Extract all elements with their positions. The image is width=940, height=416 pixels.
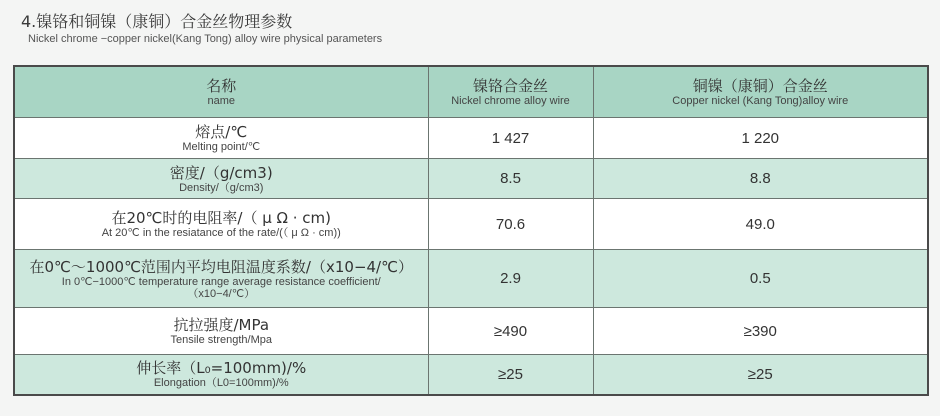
row-label [14,199,428,250]
row-label [14,118,428,158]
row-label-en-unit: （x10−4/℃） [187,287,256,300]
row-label-zh: 伸长率（L₀=100mm)/% [136,359,307,378]
copper-nickel-value: ≥390 [593,308,928,355]
copper-nickel-value: 0.5 [593,250,928,308]
header-copper-nickel [593,66,928,118]
nickel-chrome-value: ≥490 [428,308,593,355]
row-label-en: Elongation（L0=100mm)/% [153,377,289,390]
row-label-en: In 0℃−1000℃ temperature range average resistance coefficient/ [61,275,381,288]
copper-nickel-value: ≥25 [593,354,928,395]
header-copper-nickel-en: Copper nickel (Kang Tong)alloy wire [672,94,849,107]
row-label-zh: 熔点/℃ [195,123,248,142]
row-label-en: At 20℃ in the resiatance of the rate/(（ μ Ω · cm)) [101,227,341,240]
table-row [14,199,928,250]
nickel-chrome-value: 8.5 [428,158,593,198]
table-row [14,308,928,355]
table-header-row [14,66,928,118]
page-title: 4.镍铬和铜镍（康铜）合金丝物理参数 [21,12,293,31]
page-subtitle: Nickel chrome −copper nickel(Kang Tong) alloy wire physical parameters [28,33,383,45]
table-row [14,250,928,308]
table-row [14,118,928,158]
nickel-chrome-value: 2.9 [428,250,593,308]
row-label [14,354,428,395]
header-nickel-chrome [428,66,593,118]
header-name [14,66,428,118]
nickel-chrome-value: 1 427 [428,118,593,158]
header-name-en: name [207,94,236,107]
nickel-chrome-value: 70.6 [428,199,593,250]
header-name-zh: 名称 [206,76,237,95]
row-label [14,158,428,198]
row-label-zh: 在0℃～1000℃范围内平均电阻温度系数/（x10−4/℃） [29,257,413,276]
header-nickel-chrome-en: Nickel chrome alloy wire [451,94,570,107]
parameters-table [13,65,929,396]
row-label-en: Density/（g/cm3) [179,181,264,194]
row-label-en: Tensile strength/Mpa [170,334,272,347]
copper-nickel-value: 8.8 [593,158,928,198]
header-nickel-chrome-zh: 镍铬合金丝 [472,76,548,95]
nickel-chrome-value: ≥25 [428,354,593,395]
row-label-en: Melting point/℃ [182,141,261,154]
row-label [14,308,428,355]
table-row [14,158,928,198]
copper-nickel-value: 49.0 [593,199,928,250]
row-label-zh: 密度/（g/cm3) [169,163,273,182]
table-row [14,354,928,395]
row-label-zh: 在20℃时的电阻率/（ μ Ω · cm) [111,209,332,228]
row-label-zh: 抗拉强度/MPa [173,316,270,335]
copper-nickel-value: 1 220 [593,118,928,158]
row-label [14,250,428,308]
header-copper-nickel-zh: 铜镍（康铜）合金丝 [692,76,828,95]
